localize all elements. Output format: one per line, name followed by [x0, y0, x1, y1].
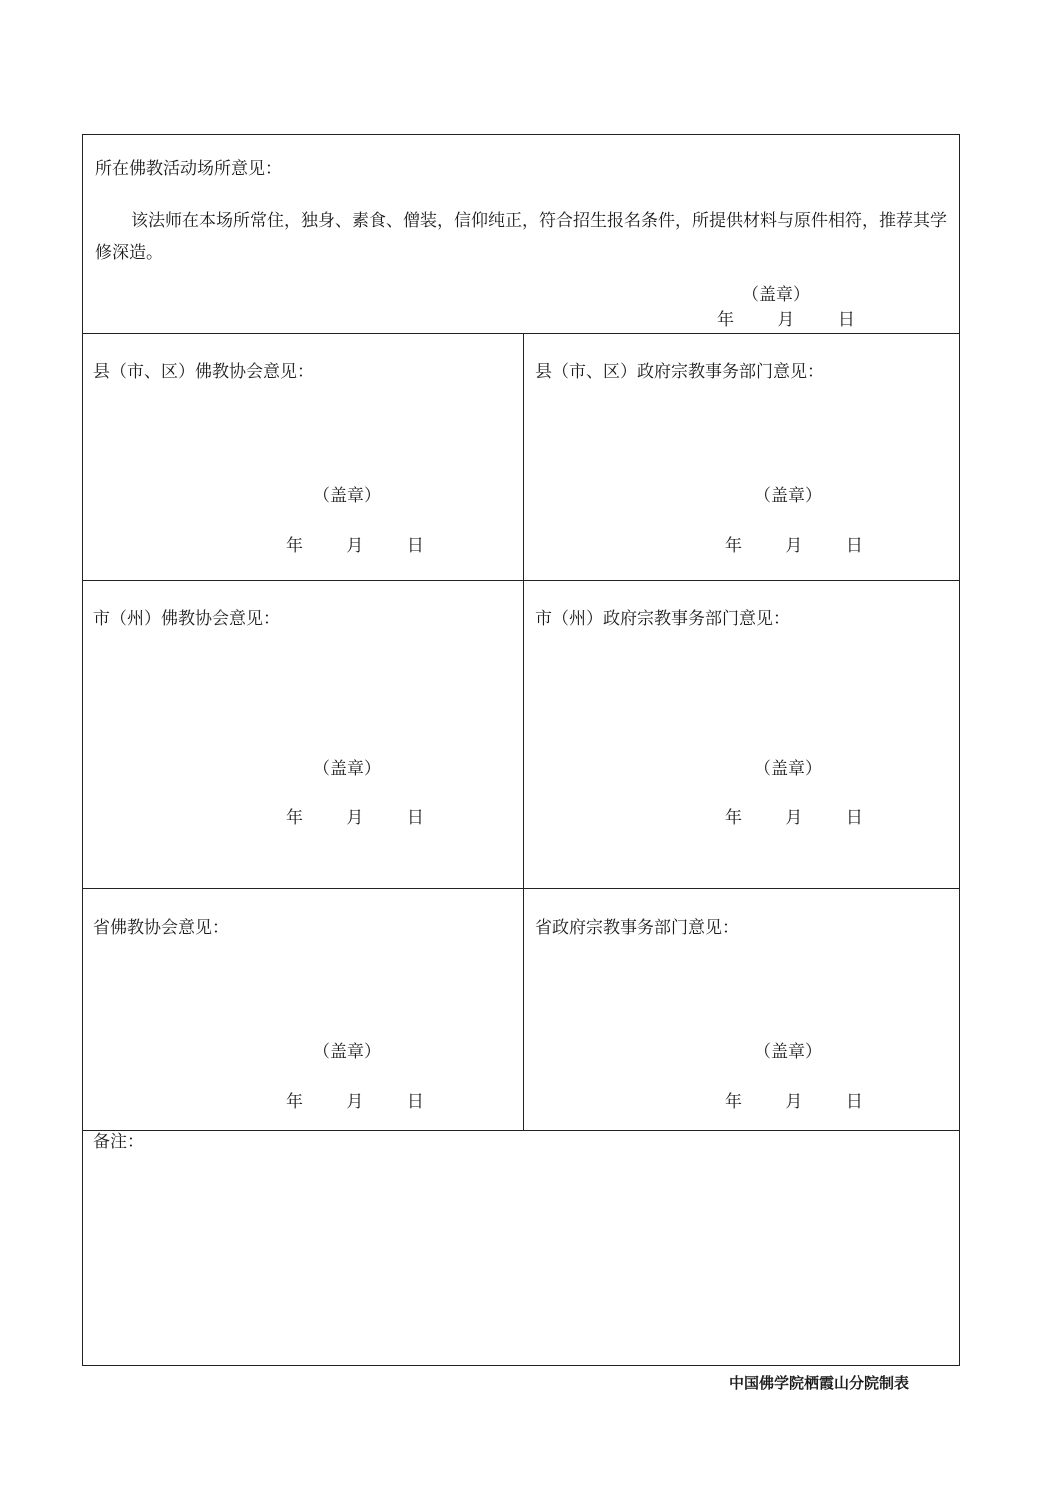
province-assoc-date [286, 1094, 424, 1111]
city-gov-heading: 市（州）政府宗教事务部门意见： [535, 609, 790, 629]
row-divider [82, 1130, 960, 1131]
date-month: 月 [785, 536, 803, 556]
city-assoc-heading: 市（州）佛教协会意见： [93, 609, 280, 629]
province-gov-date [725, 1094, 863, 1111]
issuer-footer: 中国佛学院栖霞山分院制表 [729, 1374, 910, 1392]
county-gov-date [725, 538, 863, 555]
county-gov-seal-label: （盖章） [754, 486, 822, 506]
city-gov-seal-label: （盖章） [754, 759, 822, 779]
date-month: 月 [785, 1092, 803, 1112]
city-assoc-seal-label: （盖章） [313, 759, 381, 779]
date-month: 月 [777, 310, 795, 330]
date-day: 日 [845, 1092, 863, 1112]
date-year: 年 [725, 1092, 742, 1112]
date-day: 日 [406, 536, 424, 556]
date-day: 日 [845, 808, 863, 828]
venue-date [717, 312, 855, 329]
county-assoc-date [286, 538, 424, 555]
date-month: 月 [346, 1092, 364, 1112]
county-assoc-seal-label: （盖章） [313, 486, 381, 506]
date-month: 月 [785, 808, 803, 828]
date-year: 年 [717, 310, 734, 330]
row-divider [82, 888, 960, 889]
date-day: 日 [406, 1092, 424, 1112]
date-day: 日 [837, 310, 855, 330]
county-gov-heading: 县（市、区）政府宗教事务部门意见： [535, 362, 824, 382]
date-year: 年 [286, 808, 303, 828]
county-assoc-heading: 县（市、区）佛教协会意见： [93, 362, 314, 382]
city-gov-date [725, 810, 863, 827]
date-year: 年 [725, 808, 742, 828]
province-gov-heading: 省政府宗教事务部门意见： [535, 918, 739, 938]
date-year: 年 [725, 536, 742, 556]
column-divider [523, 333, 524, 1130]
date-day: 日 [406, 808, 424, 828]
row-divider [82, 580, 960, 581]
venue-opinion-heading: 所在佛教活动场所意见： [95, 159, 282, 179]
venue-seal-label: （盖章） [742, 285, 810, 305]
province-assoc-heading: 省佛教协会意见： [93, 918, 229, 938]
date-year: 年 [286, 536, 303, 556]
province-gov-seal-label: （盖章） [754, 1042, 822, 1062]
date-month: 月 [346, 536, 364, 556]
province-assoc-seal-label: （盖章） [313, 1042, 381, 1062]
row-divider [82, 333, 960, 334]
remarks-heading: 备注： [93, 1132, 144, 1152]
date-year: 年 [286, 1092, 303, 1112]
city-assoc-date [286, 810, 424, 827]
date-day: 日 [845, 536, 863, 556]
date-month: 月 [346, 808, 364, 828]
venue-opinion-body: 该法师在本场所常住，独身、素食、僧装，信仰纯正，符合招生报名条件，所提供材料与原件相符，推荐其学修深造。 [95, 211, 947, 263]
